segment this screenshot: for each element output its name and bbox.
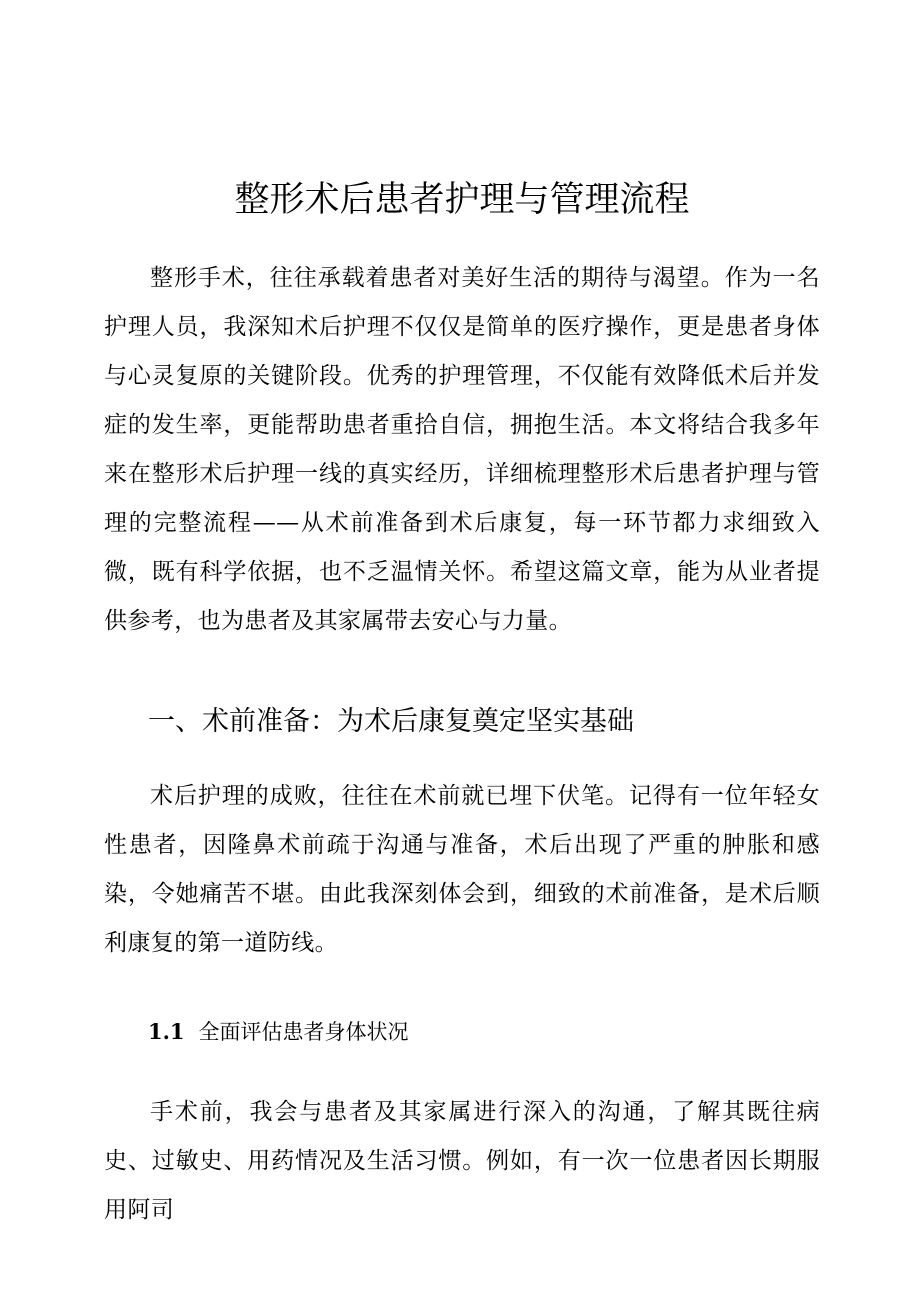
document-content <box>104 172 820 1235</box>
subsection-paragraph: 手术前，我会与患者及其家属进行深入的沟通，了解其既往病史、过敏史、用药情况及生活习惯。例如，有一次一位患者因长期服用阿司 <box>104 1099 820 1223</box>
subsection-number: 1.1 <box>148 1019 185 1044</box>
subsection-heading <box>148 1012 820 1052</box>
intro-paragraph: 整形手术，往往承载着患者对美好生活的期待与渴望。作为一名护理人员，我深知术后护理不仅仅是简单的医疗操作，更是患者身体与心灵复原的关键阶段。优秀的护理管理，不仅能有效降低术后并发症的发生率，更能帮助患者重拾自信，拥抱生活。本文将结合我多年来在整形术后护理一线的真实经历，详细梳理整形术后患者护理与管理的完整流程——从术前准备到术后康复，每一环节都力求细致入微，既有科学依据，也不乏温情关怀。希望这篇文章，能为从业者提供参考，也为患者及其家属带去安心与力量。 <box>104 265 820 634</box>
document-title: 整形术后患者护理与管理流程 <box>234 180 690 220</box>
section-paragraph: 术后护理的成败，往往在术前就已埋下伏笔。记得有一位年轻女性患者，因隆鼻术前疏于沟通与准备，术后出现了严重的肿胀和感染，令她痛苦不堪。由此我深刻体会到，细致的术前准备，是术后顺利康复的第一道防线。 <box>104 783 820 956</box>
subsection-title: 全面评估患者身体状况 <box>198 1020 409 1044</box>
section-heading: 一、术前准备：为术后康复奠定坚实基础 <box>148 706 634 737</box>
